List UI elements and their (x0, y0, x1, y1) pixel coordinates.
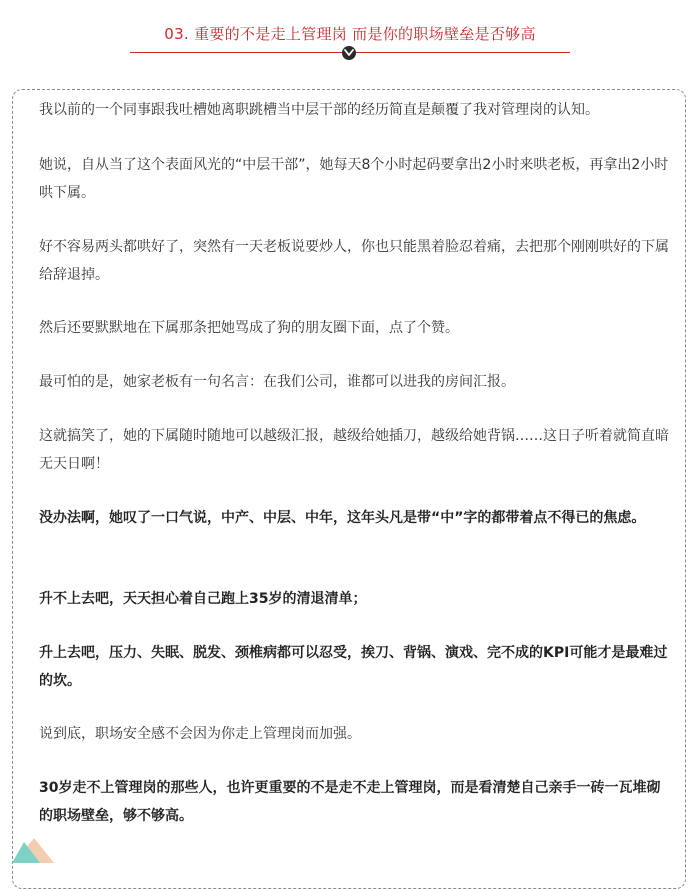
paragraph-6: 这就搞笑了，她的下属随时随地可以越级汇报，越级给她插刀，越级给她背锅……这日子听着就简直暗无天日啊！ (39, 428, 669, 472)
paragraph-3: 好不容易两头都哄好了，突然有一天老板说要炒人，你也只能黑着脸忍着痛，去把那个刚刚哄好的下属给辞退掉。 (39, 239, 669, 283)
paragraph-9: 升上去吧，压力、失眠、脱发、颈椎病都可以忍受，挨刀、背锅、演戏、完不成的KPI可能才是最难过的坎。 (39, 645, 668, 689)
section-title: 03. 重要的不是走上管理岗 而是你的职场壁垒是否够高 (164, 25, 536, 43)
paragraph-2: 她说，自从当了这个表面风光的“中层干部”，她每天8个小时起码要拿出2小时来哄老板，再拿出2小时哄下属。 (39, 157, 669, 201)
paragraph-10: 说到底，职场安全感不会因为你走上管理岗而加强。 (39, 726, 361, 742)
paragraph-4: 然后还要默默地在下属那条把她骂成了狗的朋友圈下面，点了个赞。 (39, 320, 459, 336)
chevron-down-icon (342, 46, 356, 60)
article-content-box (12, 89, 686, 889)
paragraph-11: 30岁走不上管理岗的那些人，也许更重要的不是走不走上管理岗，而是看清楚自己亲手一砖一瓦堆砌的职场壁垒，够不够高。 (39, 780, 661, 824)
corner-decoration (12, 836, 62, 863)
paragraph-5: 最可怕的是，她家老板有一句名言：在我们公司，谁都可以进我的房间汇报。 (39, 374, 515, 390)
section-header (0, 0, 700, 70)
paragraph-1: 我以前的一个同事跟我吐槽她离职跳槽当中层干部的经历简直是颠覆了我对管理岗的认知。 (39, 102, 599, 118)
paragraph-8: 升不上去吧，天天担心着自己跑上35岁的清退清单； (39, 591, 367, 607)
paragraph-7: 没办法啊，她叹了一口气说，中产、中层、中年，这年头凡是带“中”字的都带着点不得已的焦虑。 (39, 510, 646, 526)
